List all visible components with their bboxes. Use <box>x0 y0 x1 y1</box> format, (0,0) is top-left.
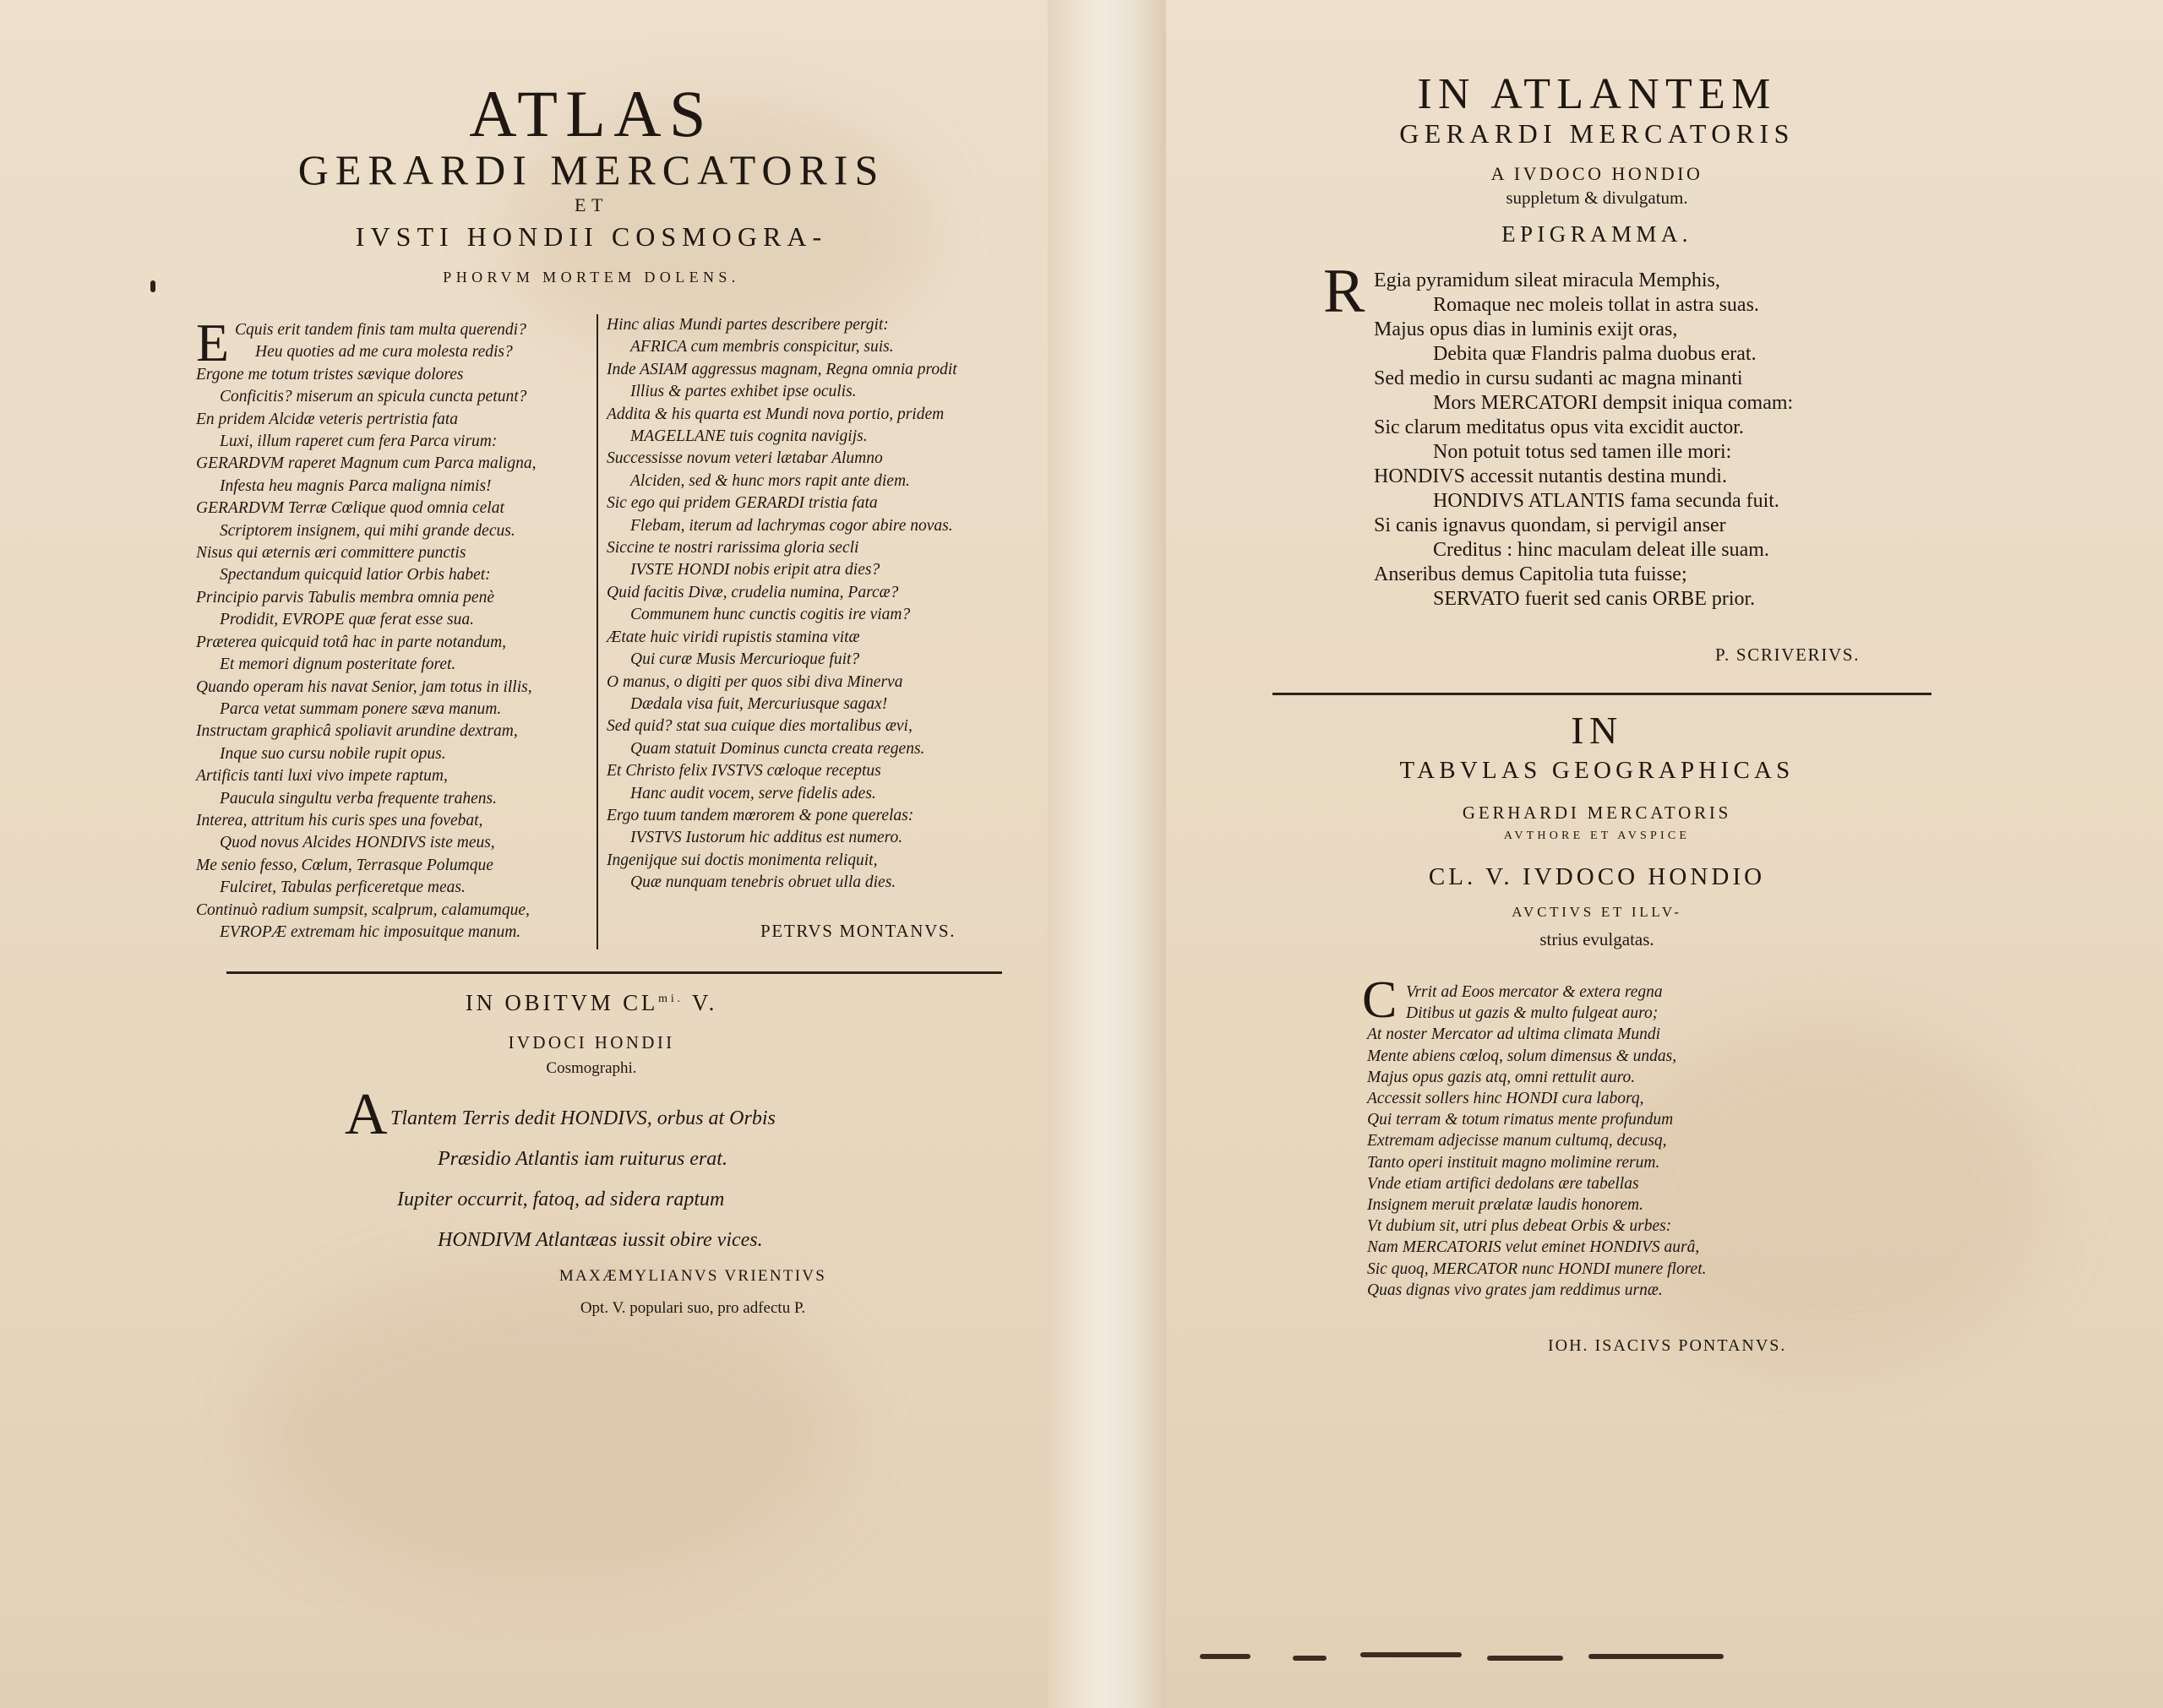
right-title-in-atlantem: IN ATLANTEM <box>1417 70 1777 118</box>
poem-line: Sed quid? stat sua cuique dies mortalibus ævi, <box>607 717 913 736</box>
epigram-poem <box>1374 269 1793 612</box>
book-gutter <box>1048 0 1166 1708</box>
poem-line: Prodidit, EVROPE quæ ferat esse sua. <box>220 611 474 629</box>
poem-line: Quam statuit Dominus cuncta creata regens. <box>630 739 925 758</box>
poem-line: Sic quoq, MERCATOR nunc HONDI munere floret. <box>1367 1259 1707 1278</box>
poem-line: Parca vetat summam ponere sæva manum. <box>220 699 502 718</box>
poem-line: GERARDVM Terræ Cœlique quod omnia celat <box>196 499 504 518</box>
left-title-gerardi: GERARDI MERCATORIS <box>297 146 885 193</box>
poem-line: Anseribus demus Capitolia tuta fuisse; <box>1374 563 1687 585</box>
dropcap-a: A <box>345 1082 388 1147</box>
tabulas-poem <box>1367 982 1707 1301</box>
left-title-phorum: PHORVM MORTEM DOLENS. <box>443 269 740 286</box>
poem-line: Ergone me totum tristes sævique dolores <box>196 365 464 383</box>
poem-line: Mente abiens cœloq, solum dimensus & undas, <box>1367 1047 1677 1065</box>
tabulas-geographicas: TABVLAS GEOGRAPHICAS <box>1399 757 1795 784</box>
poem-line: Principio parvis Tabulis membra omnia penè <box>196 588 494 607</box>
horizontal-rule <box>1272 693 1931 695</box>
poem-line: Fulciret, Tabulas perficeretque meas. <box>220 878 466 897</box>
poem-line: Si canis ignavus quondam, si pervigil anser <box>1374 514 1726 536</box>
poem-line: Creditus : hinc maculam deleat ille suam. <box>1433 539 1769 561</box>
obituary-heading-text: IN OBITVM CL <box>465 990 659 1015</box>
poem-line: Præsidio Atlantis iam ruiturus erat. <box>438 1148 727 1170</box>
poem-line: Ergo tuum tandem mœrorem & pone querelas: <box>607 806 914 824</box>
poem-line: Præterea quicquid totâ hac in parte notandum, <box>196 633 507 651</box>
poem-line: IVSTE HONDI nobis eripit atra dies? <box>630 561 880 579</box>
ink-speck <box>1588 1654 1724 1659</box>
ink-speck <box>1200 1654 1250 1659</box>
poem-line: HONDIVS accessit nutantis destina mundi. <box>1374 465 1727 487</box>
poem-line: At noster Mercator ad ultima climata Mundi <box>1367 1025 1660 1044</box>
left-title-atlas: ATLAS <box>469 77 714 150</box>
poem-line: IVSTVS Iustorum hic additus est numero. <box>630 829 903 847</box>
poem-line: Nam MERCATORIS velut eminet HONDIVS aurâ, <box>1367 1238 1700 1257</box>
poem-line: Sic ego qui pridem GERARDI tristia fata <box>607 494 878 513</box>
poem-line: Alciden, sed & hunc mors rapit ante diem. <box>630 471 910 490</box>
obituary-role: Cosmographi. <box>546 1059 637 1077</box>
poem-line: HONDIVM Atlantæas iussit obire vices. <box>438 1229 763 1251</box>
poem-line: En pridem Alcidæ veteris pertristia fata <box>196 410 458 428</box>
poem-line: Addita & his quarta est Mundi nova portio, pridem <box>607 405 945 423</box>
obituary-name: IVDOCI HONDII <box>508 1032 675 1053</box>
poem-line: Hinc alias Mundi partes describere pergit: <box>607 316 889 334</box>
poem-line: Flebam, iterum ad lachrymas cogor abire novas. <box>630 516 953 535</box>
signature-petrus-montanus: PETRVS MONTANVS. <box>760 921 956 941</box>
poem-line: Vnde etiam artifici dedolans ære tabellas <box>1367 1174 1639 1193</box>
poem-line: Conficitis? miserum an spicula cuncta petunt? <box>220 388 527 406</box>
poem-line: Dædala visa fuit, Mercuriusque sagax! <box>630 694 888 713</box>
poem-line: Vt dubium sit, utri plus debeat Orbis & urbes: <box>1367 1217 1672 1236</box>
poem-line: Quod novus Alcides HONDIVS iste meus, <box>220 834 495 852</box>
obituary-poem <box>346 1098 776 1260</box>
poem-line: Interea, attritum his curis spes una fovebat, <box>196 811 483 830</box>
poem-line: Insignem meruit prælatæ laudis honorem. <box>1367 1196 1643 1215</box>
poem-line: Inde ASIAM aggressus magnam, Regna omnia prodit <box>607 360 957 378</box>
poem-line: HONDIVS ATLANTIS fama secunda fuit. <box>1433 490 1779 512</box>
tabulas-evulgatas: strius evulgatas. <box>1539 929 1654 949</box>
tabulas-gerhardi: GERHARDI MERCATORIS <box>1462 802 1732 823</box>
poem-line: Sic clarum meditatus opus vita excidit auctor. <box>1374 416 1744 438</box>
ink-speck <box>1293 1656 1327 1661</box>
poem-line: Debita quæ Flandris palma duobus erat. <box>1433 343 1757 365</box>
left-poem-column-b <box>607 314 1004 895</box>
poem-line: EVROPÆ extremam hic imposuitque manum. <box>220 922 521 941</box>
poem-line: Romaque nec moleis tollat in astra suas. <box>1433 294 1759 316</box>
poem-line: Scriptorem insignem, qui mihi grande decus. <box>220 521 515 540</box>
poem-line: Sed medio in cursu sudanti ac magna minanti <box>1374 367 1743 389</box>
poem-line: Qui curæ Musis Mercurioque fuit? <box>630 650 860 669</box>
poem-line: Tanto operi instituit magno molimine rerum. <box>1367 1153 1660 1172</box>
poem-line: Infesta heu magnis Parca maligna nimis! <box>220 476 492 495</box>
poem-line: Quid facitis Divæ, crudelia numina, Parcæ? <box>607 583 899 601</box>
poem-line: Ingenijque sui doctis monimenta reliquit, <box>607 851 878 869</box>
poem-line: Qui terram & totum rimatus mente profundum <box>1367 1111 1674 1129</box>
obituary-signature: MAXÆMYLIANVS VRIENTIVS <box>558 1267 827 1285</box>
poem-line: Mors MERCATORI dempsit iniqua comam: <box>1433 392 1794 414</box>
poem-line: Instructam graphicâ spoliavit arundine dextram, <box>196 722 518 741</box>
poem-line: Majus opus gazis atq, omni rettulit auro. <box>1367 1068 1636 1086</box>
poem-line: Heu quoties ad me cura molesta redis? <box>255 343 513 362</box>
ink-speck <box>1360 1652 1462 1657</box>
poem-line: Et memori dignum posteritate foret. <box>220 655 456 674</box>
dropcap-r: R <box>1323 257 1365 326</box>
dropcap-e: E <box>196 313 230 373</box>
obituary-heading <box>220 990 963 1016</box>
poem-line: Ætate huic viridi rupistis stamina vitæ <box>607 628 860 646</box>
tabulas-authore: AVTHORE ET AVSPICE <box>1503 830 1691 842</box>
poem-line: Quas dignas vivo grates jam reddimus urnæ. <box>1367 1281 1663 1299</box>
poem-line: Inque suo cursu nobile rupit opus. <box>220 744 446 763</box>
poem-line: Illius & partes exhibet ipse oculis. <box>630 383 857 401</box>
right-title-suppletum: suppletum & divulgatum. <box>1506 188 1688 208</box>
poem-line: AFRICA cum membris conspicitur, suis. <box>630 338 894 356</box>
poem-line: Quæ nunquam tenebris obruet ulla dies. <box>630 873 896 892</box>
poem-line: Hanc audit vocem, serve fidelis ades. <box>630 784 876 802</box>
right-page <box>1166 0 2163 1708</box>
poem-line: Paucula singultu verba frequente trahens. <box>220 789 498 808</box>
signature-pontanus: IOH. ISACIVS PONTANVS. <box>1548 1336 1787 1355</box>
bottom-ink-specks <box>1200 1645 1791 1671</box>
poem-line: Egia pyramidum sileat miracula Memphis, <box>1374 269 1720 291</box>
poem-line: MAGELLANE tuis cognita navigijs. <box>630 427 868 446</box>
poem-line: Me senio fesso, Cœlum, Terrasque Polumque <box>196 856 493 874</box>
poem-line: Artificis tanti luxi vivo impete raptum, <box>196 767 448 786</box>
right-title-gerardi: GERARDI MERCATORIS <box>1399 118 1795 149</box>
poem-line: Extremam adjecisse manum cultumq, decusq, <box>1367 1132 1667 1150</box>
poem-line: Iupiter occurrit, fatoq, ad sidera raptum <box>397 1189 725 1210</box>
column-divider <box>597 314 598 949</box>
poem-line: Non potuit totus sed tamen ille mori: <box>1433 441 1732 463</box>
poem-line: Spectandum quicquid latior Orbis habet: <box>220 566 491 585</box>
obituary-heading-sup: mi. <box>658 993 684 1005</box>
poem-line: Communem hunc cunctis cogitis ire viam? <box>630 606 911 624</box>
tabulas-hondio: CL. V. IVDOCO HONDIO <box>1428 863 1766 890</box>
obituary-dedication: Opt. V. populari suo, pro adfectu P. <box>580 1299 806 1317</box>
right-title-iudoco: A IVDOCO HONDIO <box>1490 163 1703 184</box>
tabulas-in: IN <box>1571 709 1623 752</box>
poem-line: Continuò radium sumpsit, scalprum, calamumque, <box>196 900 530 919</box>
poem-line: Accessit sollers hinc HONDI cura laborq, <box>1367 1090 1644 1108</box>
tabulas-auctius: AVCTIVS ET ILLV- <box>1512 904 1682 920</box>
poem-line: Nisus qui æternis æri committere punctis <box>196 544 466 563</box>
ink-mark <box>150 280 155 292</box>
left-poem-column-a <box>196 313 593 944</box>
poem-line: Siccine te nostri rarissima gloria secli <box>607 539 859 558</box>
poem-line: SERVATO fuerit sed canis ORBE prior. <box>1433 588 1756 610</box>
poem-line: Luxi, illum raperet cum fera Parca virum: <box>220 432 498 451</box>
poem-line: Successisse novum veteri lætabar Alumno <box>607 449 883 468</box>
poem-line: GERARDVM raperet Magnum cum Parca maligna, <box>196 454 537 473</box>
poem-line: Cquis erit tandem finis tam multa querendi? <box>235 321 526 339</box>
poem-line: Majus opus dias in luminis exijt oras, <box>1374 318 1678 340</box>
obituary-heading-end: V. <box>691 990 718 1015</box>
signature-scriverius: P. SCRIVERIVS. <box>1715 645 1861 665</box>
left-title-iusti: IVSTI HONDII COSMOGRA- <box>355 221 828 252</box>
poem-line: Ditibus ut gazis & multo fulgeat auro; <box>1406 1004 1659 1023</box>
poem-line: Tlantem Terris dedit HONDIVS, orbus at Orbis <box>390 1107 776 1129</box>
poem-line: Quando operam his navat Senior, jam totus in illis, <box>196 677 532 696</box>
left-title-et: ET <box>574 194 609 215</box>
poem-line: O manus, o digiti per quos sibi diva Minerva <box>607 672 903 691</box>
poem-line: Et Christo felix IVSTVS cœloque receptus <box>607 762 881 781</box>
horizontal-rule <box>226 971 1002 974</box>
right-title-epigramma: EPIGRAMMA. <box>1501 221 1692 247</box>
ink-speck <box>1487 1656 1563 1661</box>
poem-line: Vrrit ad Eoos mercator & extera regna <box>1406 983 1663 1001</box>
dropcap-c: C <box>1362 971 1398 1029</box>
